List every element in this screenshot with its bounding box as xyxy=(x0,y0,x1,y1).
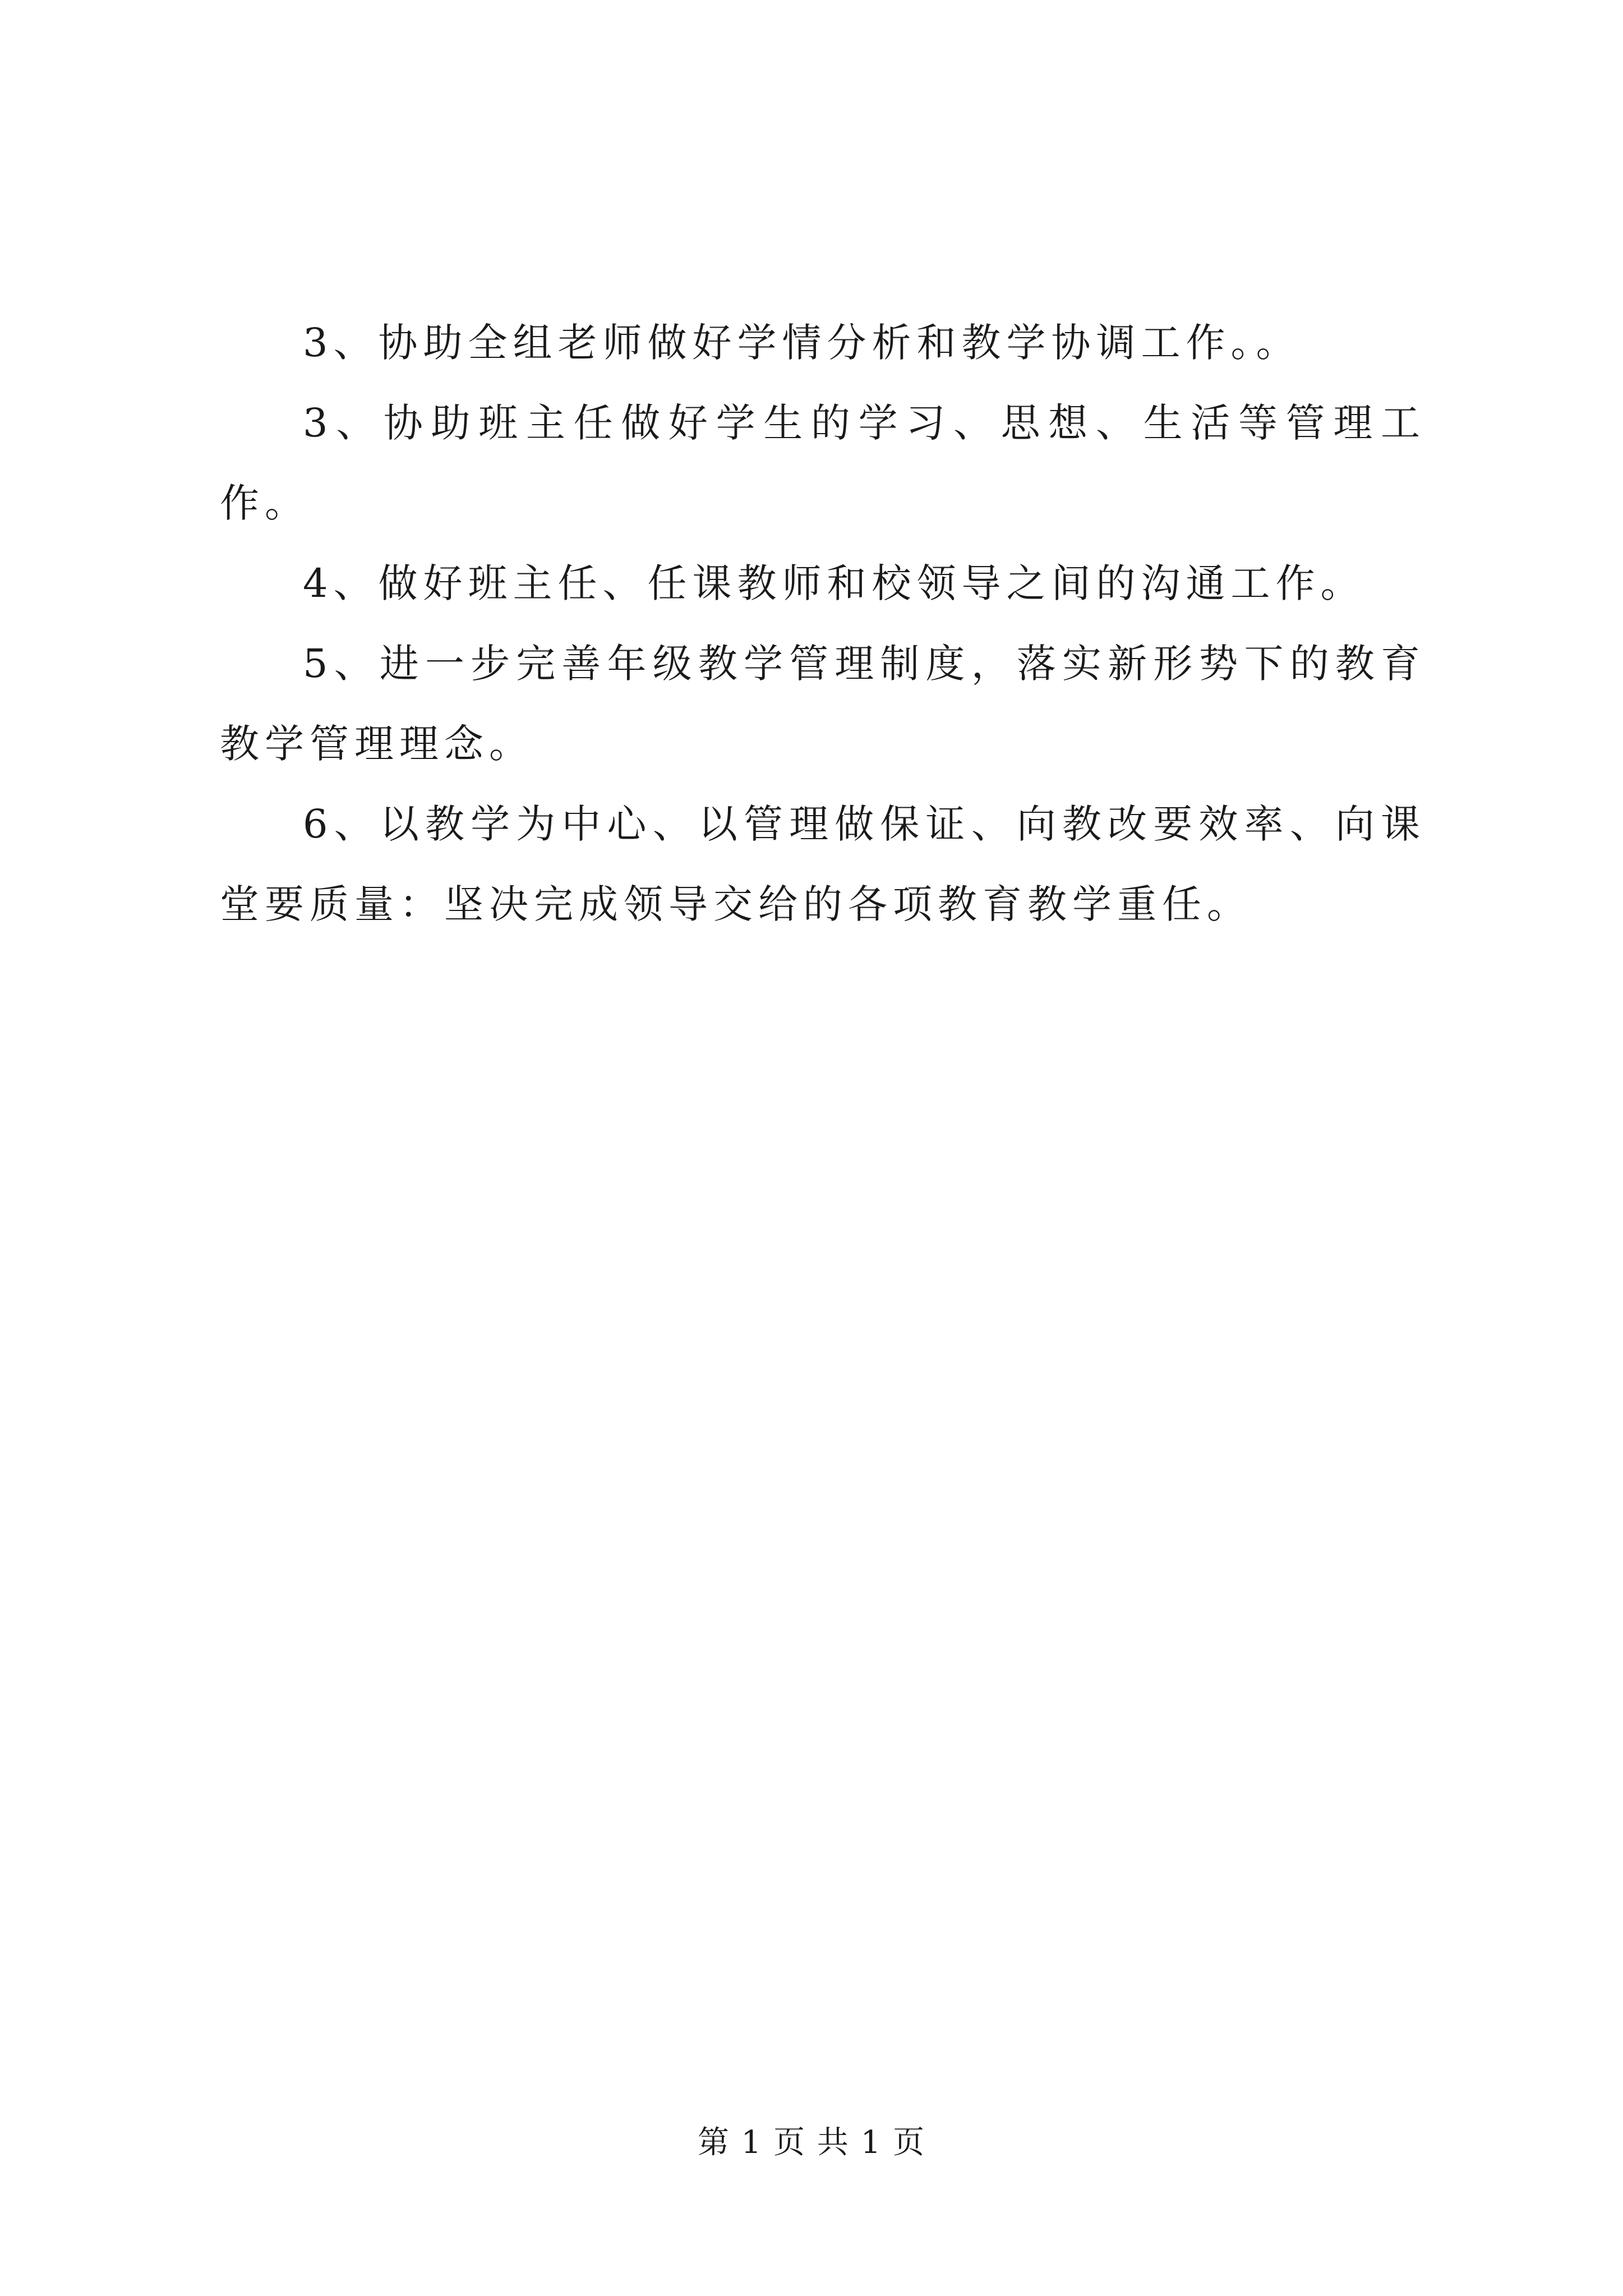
paragraph-2: 3、协助班主任做好学生的学习、思想、生活等管理工作。 xyxy=(220,400,1426,526)
paragraph-5: 6、以教学为中心、以管理做保证、向教改要效率、向课堂要质量：坚决完成领导交给的各项教育教学重任。 xyxy=(220,801,1426,927)
paragraph-3: 4、做好班主任、任课教师和校领导之间的沟通工作。 xyxy=(303,560,1366,606)
paragraph-1: 3、协助全组老师做好学情分析和教学协调工作。。 xyxy=(303,320,1301,366)
paragraph-4: 5、进一步完善年级教学管理制度，落实新形势下的教育教学管理理念。 xyxy=(220,641,1426,767)
page-number-footer: 第 1 页 共 1 页 xyxy=(697,2124,926,2161)
document-body xyxy=(220,303,1426,945)
